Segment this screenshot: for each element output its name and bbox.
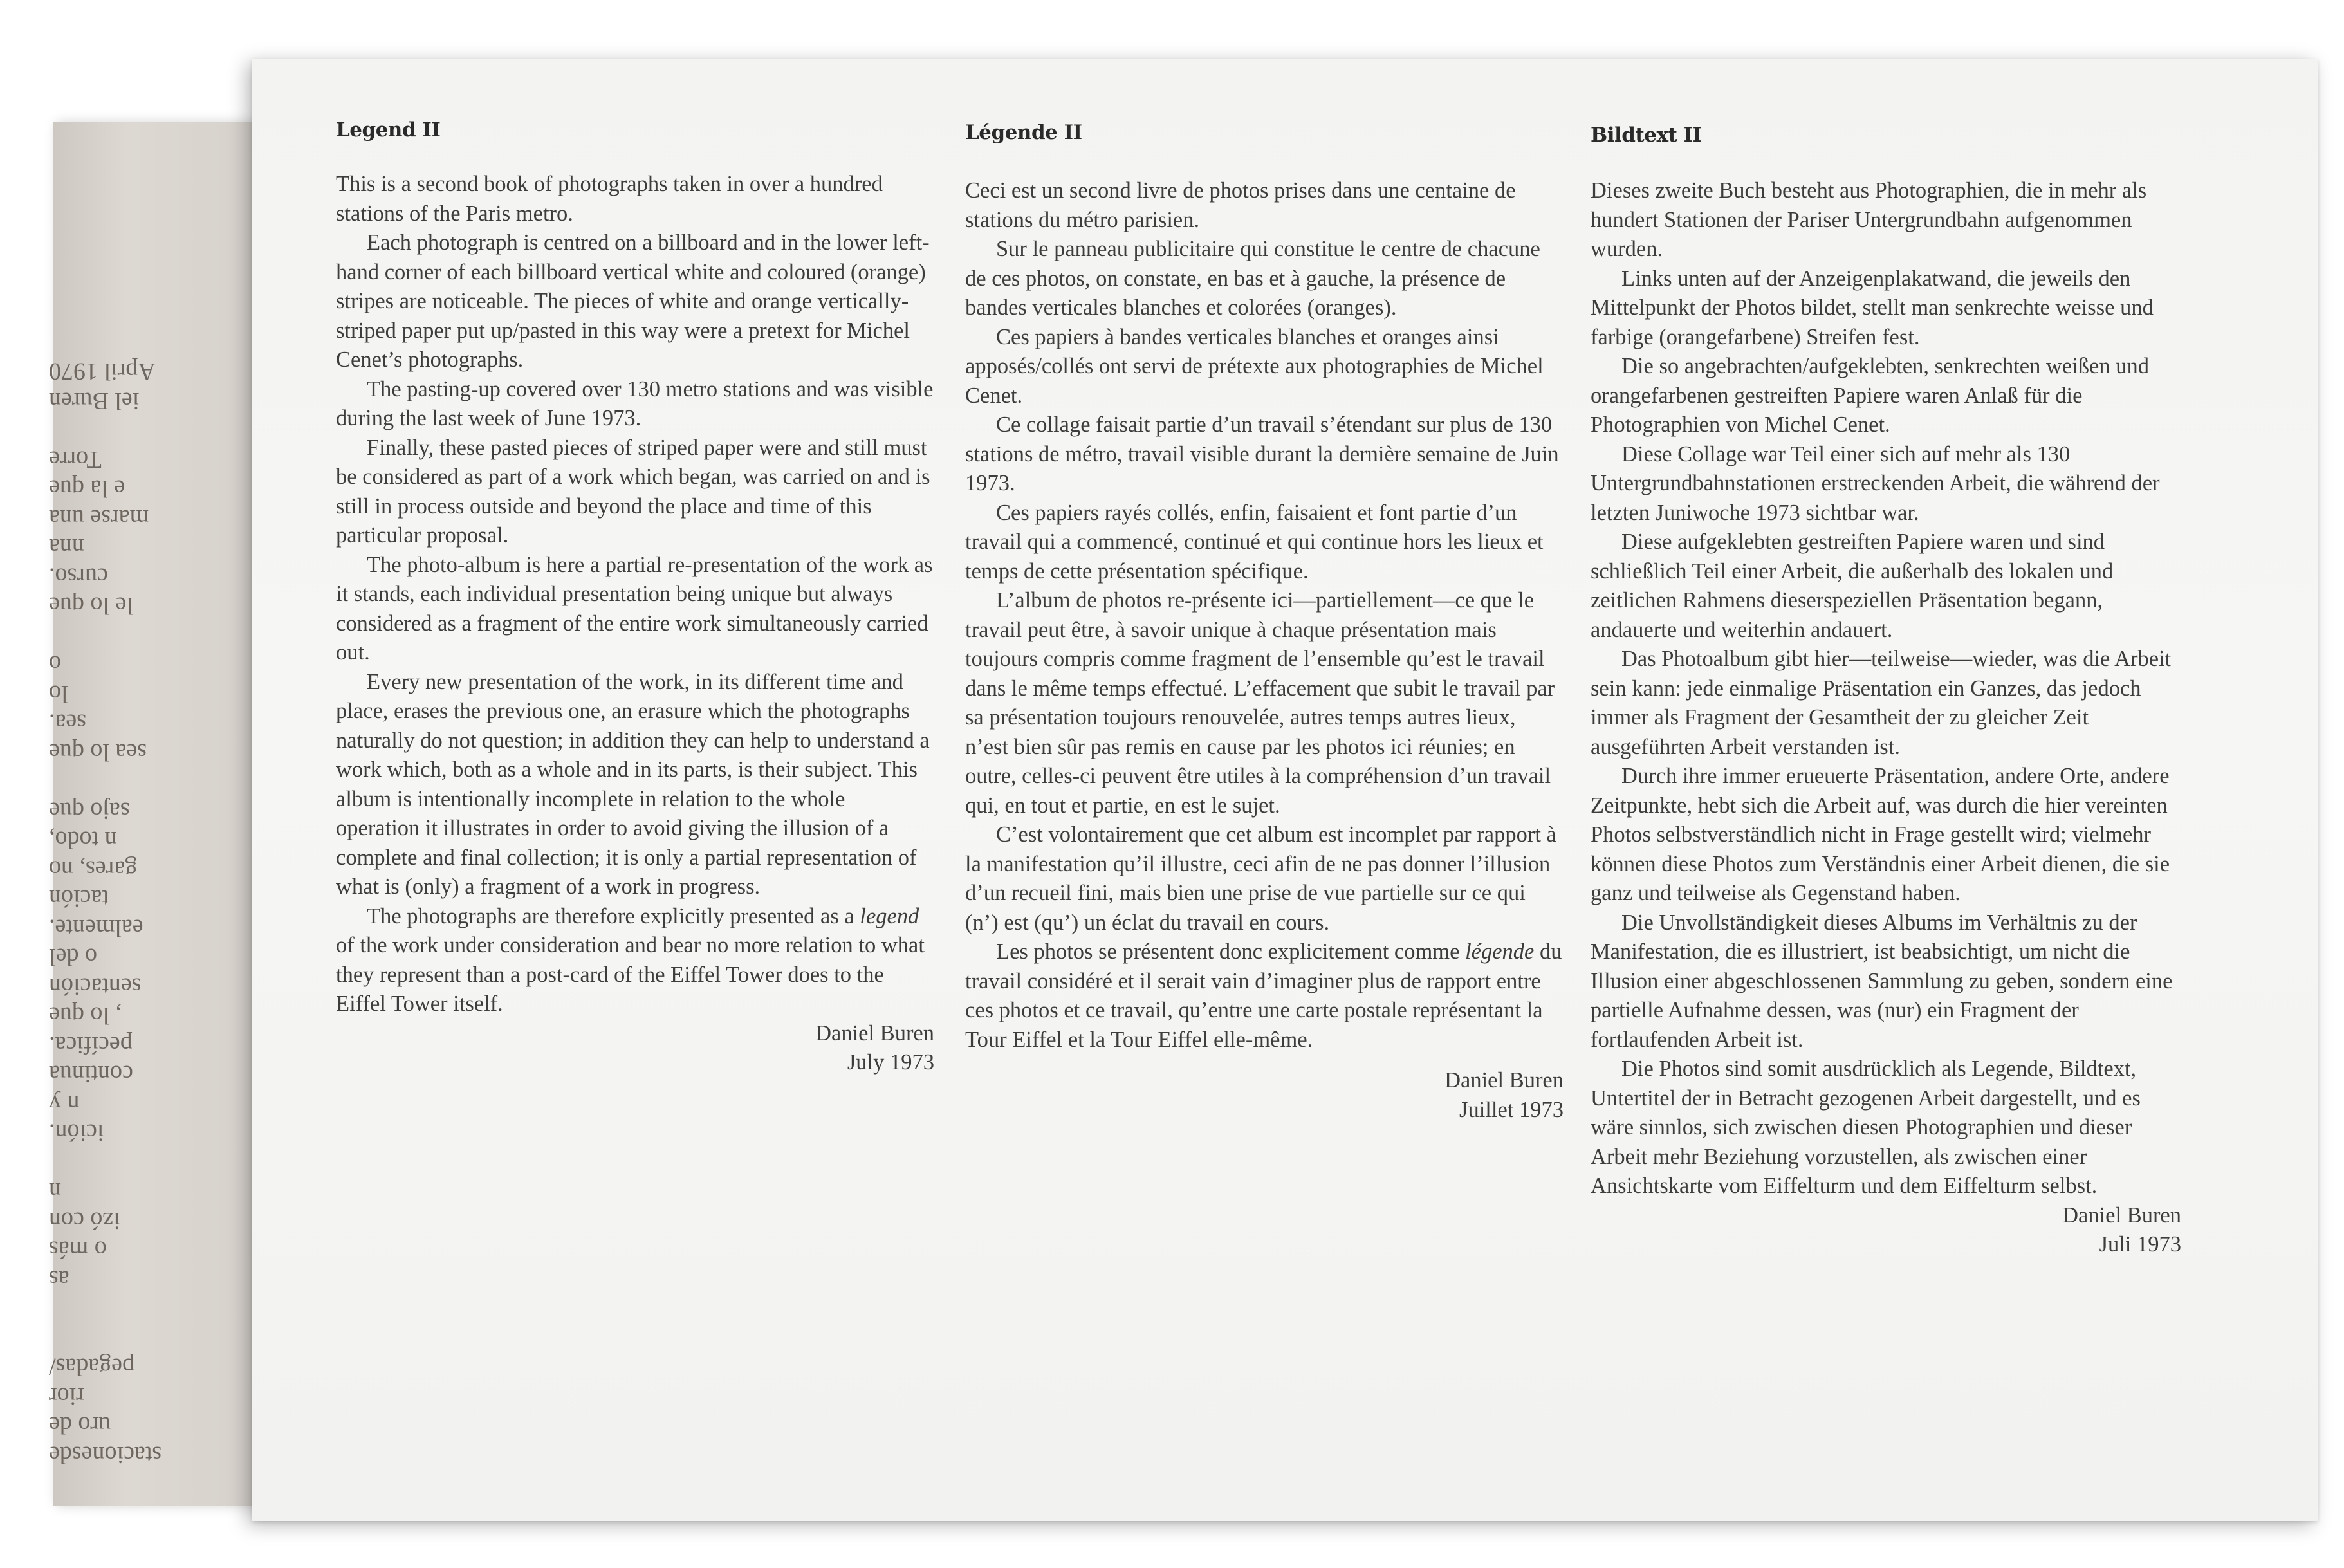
paragraph: L’album de photos re-présente ici—partiellement—ce que le travail peut être, à savoir unique à chaque présentation mais toujours compris comme fragment de l’ensemble qu’est le travail dans le même temps effectué. L’effacement que subit le travail par sa présentation toujours renouvelée, autres temps autres lieux, n’est bien sûr pas remis en cause par les photos ici réunies; en outre, celles-ci peuvent être utiles à la compréhension d’un travail qui, en tout et partie, en est le sujet. xyxy=(965,588,1555,818)
paragraph: Dieses zweite Buch besteht aus Photographien, die in mehr als hundert Stationen der Pariser Untergrundbahn aufgenommen wurden. xyxy=(1591,178,2147,261)
back-page-line: pecífica. xyxy=(49,1031,133,1058)
signature: Daniel Buren xyxy=(2062,1203,2181,1228)
back-page-line: lo xyxy=(49,680,68,707)
italic-term: légende xyxy=(1465,939,1535,964)
signature: Daniel Buren xyxy=(1444,1068,1564,1093)
column-heading: Bildtext II xyxy=(1591,124,1702,147)
back-page-line: n todo, xyxy=(49,826,117,854)
paragraph: Links unten auf der Anzeigenplakatwand, die jeweils den Mittelpunkt der Photos bildet, stellt man senkrechte weisse und farbige (orangefarbene) Streifen fest. xyxy=(1591,266,2154,349)
back-page-line: sea lo que xyxy=(49,739,147,766)
back-page-line: , lo que xyxy=(49,1002,122,1029)
back-page-line: tación xyxy=(49,885,109,912)
back-page-line: le lo que xyxy=(49,592,133,620)
back-page-line: April 1970 xyxy=(49,358,156,385)
paragraph-text: of the work under consideration and bear no more relation to what they represent than a post-card of the Eiffel Tower does to the Eiffel Tower itself. xyxy=(336,933,925,1016)
back-page-line: sentación xyxy=(49,973,142,1000)
back-page xyxy=(49,122,265,1506)
paragraph-text: The photographs are therefore explicitly presented as a xyxy=(367,903,854,928)
column-heading: Légende II xyxy=(965,121,1082,144)
paragraph: Diese aufgeklebten gestreiften Papiere waren und sind schließlich Teil einer Arbeit, die außerhalb des lokalen und zeitlichen Rahmens dieserspeziellen Präsentation begann, andauerte und weiterhin andauert. xyxy=(1591,530,2114,642)
back-page-line: rior xyxy=(49,1383,84,1410)
signature-date: Juillet 1973 xyxy=(1459,1097,1564,1122)
paragraph-last xyxy=(965,937,1564,1055)
paragraph: Ces papiers à bandes verticales blanches et oranges ainsi apposés/collés ont servi de prétexte aux photographies de Michel Cenet. xyxy=(965,324,1544,408)
paragraph-text: du travail considéré et il serait vain d’imaginer plus de rapport entre ces photos et ce travail, qu’entre une carte postale représentant la Tour Eiffel et la Tour Eiffel elle-même. xyxy=(965,939,1562,1052)
signature-date: July 1973 xyxy=(847,1050,934,1075)
column-heading: Legend II xyxy=(336,118,441,142)
back-page-line: nna xyxy=(49,533,84,561)
paragraph-last xyxy=(336,902,934,1019)
back-page-line: stacionesde xyxy=(49,1441,162,1468)
paragraph: Ceci est un second livre de photos prises dans une centaine de stations du métro parisien. xyxy=(965,178,1516,232)
back-page-line: ición. xyxy=(49,1119,104,1147)
back-page-line: sajo que xyxy=(49,797,130,824)
back-page-line: o del xyxy=(49,943,97,971)
back-page-line: as xyxy=(49,1266,69,1293)
paragraph: Das Photoalbum gibt hier—teilweise—wieder, was die Arbeit sein kann: jede einmalige Präsentation ein Ganzes, das jedoch immer als Fragment der Gesamtheit der zu gleicher Zeit ausgeführten Arbeit verstanden ist. xyxy=(1591,647,2172,759)
column-body xyxy=(965,176,1564,1125)
back-page-line: o más xyxy=(49,1236,107,1264)
paragraph: This is a second book of photographs taken in over a hundred stations of the Paris metro. xyxy=(336,172,883,226)
back-page-line: continua xyxy=(49,1060,133,1088)
back-page-mirrored-text xyxy=(49,122,265,1506)
paragraph: The pasting-up covered over 130 metro stations and was visible during the last week of June 1973. xyxy=(336,376,934,430)
paragraph-text: Les photos se présentent donc explicitement comme xyxy=(996,939,1460,964)
paragraph: Every new presentation of the work, in its different time and place, erases the previous one, an erasure which the photographs naturally do not question; in addition they can help to understand a work which, both as a whole and in its parts, is their subject. This album is intentionally incomplete in relation to the whole operation it illustrates in order to avoid giving the illusion of a complete and final collection; it is only a partial representation of what is (only) a fragment of a work in progress. xyxy=(336,669,930,899)
back-page-line: izó con xyxy=(49,1207,120,1234)
back-page-line: o xyxy=(49,650,61,678)
paragraph: C’est volontairement que cet album est incomplet par rapport à la manifestation qu’il illustre, ceci afin de ne pas donner l’illusion d’un recueil fini, mais bien une prise de vue partielle sur ce qui (n’) est (qu’) un éclat du travail en cours. xyxy=(965,822,1556,935)
back-page-line: curso. xyxy=(49,563,108,590)
paragraph: Finally, these pasted pieces of striped paper were and still must be considered as part of a work which began, was carried on and is still in process outside and beyond the place and time of this particular proposal. xyxy=(336,435,930,548)
back-page-line: Torre xyxy=(49,446,102,473)
back-page-line: sea. xyxy=(49,709,87,737)
paragraph: The photo-album is here a partial re-presentation of the work as it stands, each individual presentation being unique but always considered as a fragment of the entire work simultaneously carried out. xyxy=(336,552,933,665)
back-page-line: marse una xyxy=(49,504,149,531)
signature-date: Juli 1973 xyxy=(2099,1232,2181,1257)
paragraph: Ces papiers rayés collés, enfin, faisaient et font partie d’un travail qui a commencé, continué et qui continue hors les lieux et temps de cette présentation spécifique. xyxy=(965,500,1544,584)
paragraph: Die so angebrachten/aufgeklebten, senkrechten weißen und orangefarbenen gestreiften Papiere waren Anlaß für die Photographien von Michel Cenet. xyxy=(1591,354,2149,437)
column-body xyxy=(1591,176,2181,1260)
back-page-line: e la que xyxy=(49,475,125,503)
back-page-line: pegadas/ xyxy=(49,1353,134,1381)
back-page-line: uro de xyxy=(49,1412,111,1439)
back-page-line: ealmente. xyxy=(49,914,143,941)
paragraph: Die Unvollständigkeit dieses Albums im Verhältnis zu der Manifestation, die es illustriert, ist beabsichtigt, um nicht die Illusion einer abgeschlossenen Sammlung zu geben, sondern eine partielle Aufnahme dessen, was (nur) ein Fragment der fortlaufenden Arbeit ist. xyxy=(1591,910,2173,1052)
back-page-line: gares, no xyxy=(49,856,138,883)
back-page-line: iel Buren xyxy=(49,387,140,414)
paragraph: Sur le panneau publicitaire qui constitue le centre de chacune de ces photos, on constate, en bas et à gauche, la présence de bandes verticales blanches et colorées (oranges). xyxy=(965,237,1540,320)
paragraph-last: Die Photos sind somit ausdrücklich als Legende, Bildtext, Untertitel der in Betracht gezogenen Arbeit dargestellt, und es wäre sinnlos, sich zwischen diesen Photographien und dieser Arbeit mehr Beziehung vorzustellen, als zwischen einer Ansichtskarte vom Eiffelturm und dem Eiffelturm selbst. xyxy=(1591,1056,2141,1198)
paragraph: Ce collage faisait partie d’un travail s’étendant sur plus de 130 stations de métro, travail visible durant la dernière semaine de Juin 1973. xyxy=(965,412,1559,495)
paragraph: Each photograph is centred on a billboard and in the lower left-hand corner of each billboard vertical white and coloured (orange) stripes are noticeable. The pieces of white and orange vertically-striped paper put up/pasted in this way were a pretext for Michel Cenet’s photographs. xyxy=(336,230,930,372)
back-page-line: n y xyxy=(49,1090,80,1117)
italic-term: legend xyxy=(860,903,919,928)
front-page xyxy=(252,59,2318,1521)
column-body xyxy=(336,170,934,1078)
paragraph: Diese Collage war Teil einer sich auf mehr als 130 Untergrundbahnstationen erstreckenden Arbeit, die während der letzten Juniwoche 1973 sichtbar war. xyxy=(1591,441,2160,525)
back-page-line: n xyxy=(49,1177,61,1205)
paragraph: Durch ihre immer erueuerte Präsentation, andere Orte, andere Zeitpunkte, hebt sich die Arbeit auf, was durch die hier vereinten Photos selbstverständlich nicht in Frage gestellt wird; vielmehr können diese Photos zum Verständnis einer Arbeit dienen, die sie ganz und teilweise als Gegenstand haben. xyxy=(1591,764,2170,905)
signature: Daniel Buren xyxy=(815,1020,934,1046)
